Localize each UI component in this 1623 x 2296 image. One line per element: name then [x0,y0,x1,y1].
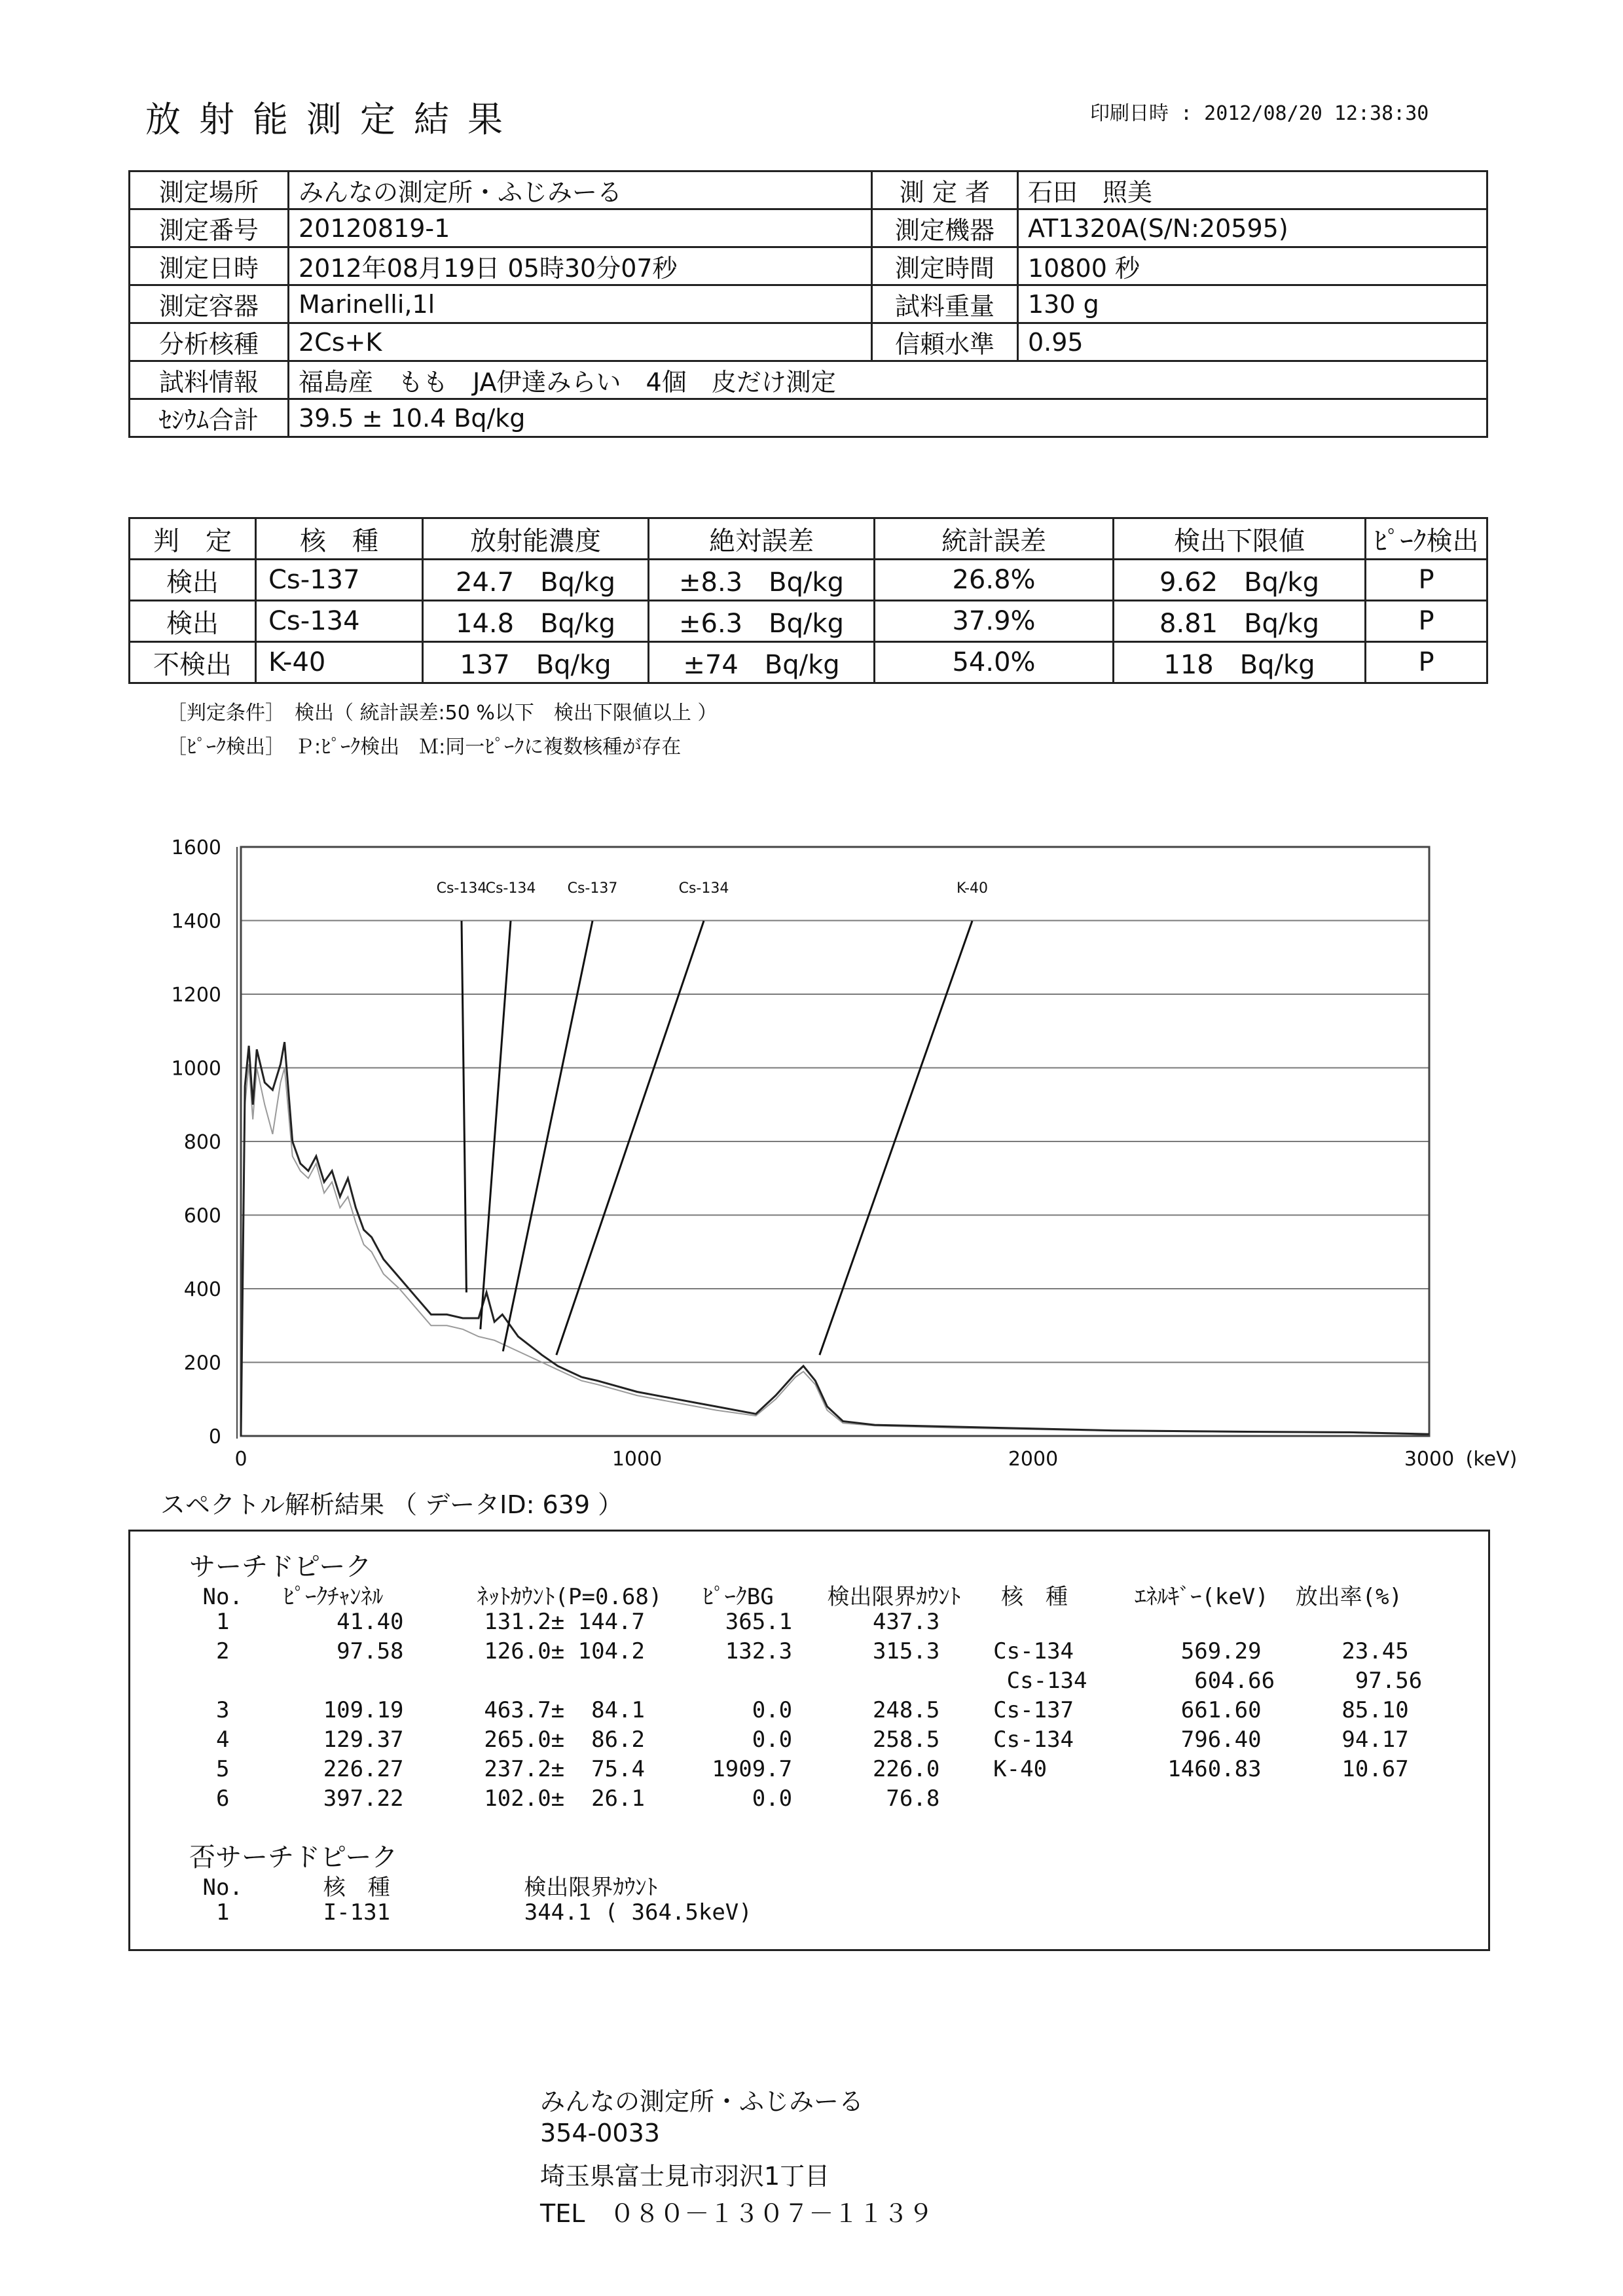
cell: P [1366,601,1487,642]
cell: 24.7 Bq/kg [423,560,649,601]
info-label: 試料情報 [130,361,289,399]
info-value: 10800 秒 [1018,247,1487,285]
search-peak-header: No. ﾋﾟｰｸﾁｬﾝﾈﾙ ﾈｯﾄｶｳﾝﾄ(P=0.68) ﾋﾟｰｸBG 検出限界ｶｳﾝﾄ 核 種 ｴﾈﾙｷﾞｰ(keV) 放出率(%) [189,1584,1403,1610]
x-unit-label: (keV) [1465,1448,1518,1471]
info-label: 測定時間 [872,247,1018,285]
x-tick-label: 3000 [1404,1448,1455,1471]
col-header: 絶対誤差 [649,518,875,560]
search-peak-row: Cs-134 604.66 97.56 [189,1668,1423,1694]
x-tick-label: 2000 [1008,1448,1059,1471]
col-header: 検出下限値 [1114,518,1366,560]
info-label: 試料重量 [872,285,1018,323]
info-label: 測定容器 [130,285,289,323]
cell: 検出 [130,560,256,601]
footer-tel: TEL ０８０－１３０７－１１３９ [540,2199,934,2228]
cell: K-40 [256,642,423,683]
peak-label: Cs-134 [436,880,487,897]
info-value: みんなの測定所・ふじみーる [289,171,872,209]
y-tick-label: 1000 [171,1057,221,1081]
info-value: 2012年08月19日 05時30分07秒 [289,247,872,285]
cell: Cs-137 [256,560,423,601]
peak-leader-line [462,921,466,1293]
info-row [130,399,1487,437]
x-tick-label: 1000 [611,1448,663,1471]
nonsearch-peak-row: 1 I-131 344.1 ( 364.5keV) [189,1899,752,1926]
y-tick-label: 800 [183,1131,221,1154]
cell: 37.9% [875,601,1114,642]
peak-label: K-40 [956,880,989,897]
info-row [130,285,1487,323]
info-value: 石田 照美 [1018,171,1487,209]
nonsearch-peak-header: No. 核 種 検出限界ｶｳﾝﾄ [189,1874,658,1901]
nonsearch-peak-title: 否サーチドピーク [189,1842,398,1873]
info-label: 測定日時 [130,247,289,285]
footer-name: みんなの測定所・ふじみーる [540,2087,864,2116]
info-value: Marinelli,1l [289,285,872,323]
peak-note: ［ﾋﾟｰｸ検出］ Ｐ:ﾋﾟｰｸ検出 Ｍ:同一ﾋﾟｰｸに複数核種が存在 [167,736,682,759]
info-value: 39.5 ± 10.4 Bq/kg [289,399,1487,437]
cell: 137 Bq/kg [423,642,649,683]
info-label: 測定場所 [130,171,289,209]
cell: 54.0% [875,642,1114,683]
cell: 8.81 Bq/kg [1114,601,1366,642]
results-row [130,642,1487,683]
info-value: 130 g [1018,285,1487,323]
results-header-row [130,518,1487,560]
search-peak-row: 4 129.37 265.0± 86.2 0.0 258.5 Cs-134 796.40 94.17 [189,1727,1409,1753]
cell: P [1366,642,1487,683]
spectrum-chart [131,831,1519,1482]
col-header: 判 定 [130,518,256,560]
info-value: 福島産 もも JA伊達みらい 4個 皮だけ測定 [289,361,1487,399]
cell: 9.62 Bq/kg [1114,560,1366,601]
info-row [130,361,1487,399]
footer-zip: 354-0033 [540,2119,660,2147]
info-row [130,209,1487,247]
page-title: 放射能測定結果 [145,99,521,140]
search-peak-row: 5 226.27 237.2± 75.4 1909.7 226.0 K-40 1460.83 10.67 [189,1756,1409,1782]
y-tick-label: 200 [183,1352,221,1375]
cell: ±74 Bq/kg [649,642,875,683]
info-label: 測定番号 [130,209,289,247]
results-table [128,517,1488,684]
cell: ±6.3 Bq/kg [649,601,875,642]
search-peak-row: 1 41.40 131.2± 144.7 365.1 437.3 [189,1609,940,1635]
spectrum-analysis-box [128,1530,1490,1951]
cell: 不検出 [130,642,256,683]
y-tick-label: 400 [183,1278,221,1301]
peak-leader-line [820,921,972,1355]
info-value: 20120819-1 [289,209,872,247]
spectrum-caption: スペクトル解析結果 （ データID: 639 ） [160,1490,623,1519]
y-tick-label: 1200 [171,984,221,1007]
peak-label: Cs-137 [567,880,618,897]
info-row [130,247,1487,285]
y-tick-label: 0 [208,1426,221,1448]
col-header: 放射能濃度 [423,518,649,560]
search-peak-title: サーチドピーク [189,1552,372,1582]
cell: ±8.3 Bq/kg [649,560,875,601]
y-tick-label: 1400 [171,910,221,933]
search-peak-row: 2 97.58 126.0± 104.2 132.3 315.3 Cs-134 569.29 23.45 [189,1638,1409,1664]
results-row [130,601,1487,642]
y-tick-label: 1600 [171,836,221,859]
judgement-note: ［判定条件］ 検出（ 統計誤差:50 %以下 検出下限値以上 ） [167,702,718,725]
info-value: 2Cs+K [289,323,872,361]
col-header: ﾋﾟｰｸ検出 [1366,518,1487,560]
search-peak-row: 3 109.19 463.7± 84.1 0.0 248.5 Cs-137 661.60 85.10 [189,1697,1409,1723]
x-tick-label: 0 [234,1448,247,1471]
info-value: AT1320A(S/N:20595) [1018,209,1487,247]
y-tick-label: 600 [183,1204,221,1228]
info-row [130,171,1487,209]
info-label: 信頼水準 [872,323,1018,361]
sample-spectrum-line [241,1042,1429,1436]
peak-label: Cs-134 [678,880,729,897]
peak-label: Cs-134 [485,880,536,897]
col-header: 核 種 [256,518,423,560]
info-label: 分析核種 [130,323,289,361]
info-label: ｾｼｳﾑ合計 [130,399,289,437]
search-peak-row: 6 397.22 102.0± 26.1 0.0 76.8 [189,1785,940,1812]
background-spectrum-line [241,1064,1429,1436]
info-label: 測 定 者 [872,171,1018,209]
measurement-info-table [128,170,1488,438]
cell: Cs-134 [256,601,423,642]
cell: 26.8% [875,560,1114,601]
info-label: 測定機器 [872,209,1018,247]
cell: 検出 [130,601,256,642]
cell: 118 Bq/kg [1114,642,1366,683]
footer-address: 埼玉県富士見市羽沢1丁目 [540,2162,830,2191]
print-date: 印刷日時 : 2012/08/20 12:38:30 [1090,102,1429,125]
spectrum-chart-svg [131,831,1519,1479]
col-header: 統計誤差 [875,518,1114,560]
info-value: 0.95 [1018,323,1487,361]
results-row [130,560,1487,601]
cell: P [1366,560,1487,601]
cell: 14.8 Bq/kg [423,601,649,642]
info-row [130,323,1487,361]
peak-leader-line [481,921,511,1329]
